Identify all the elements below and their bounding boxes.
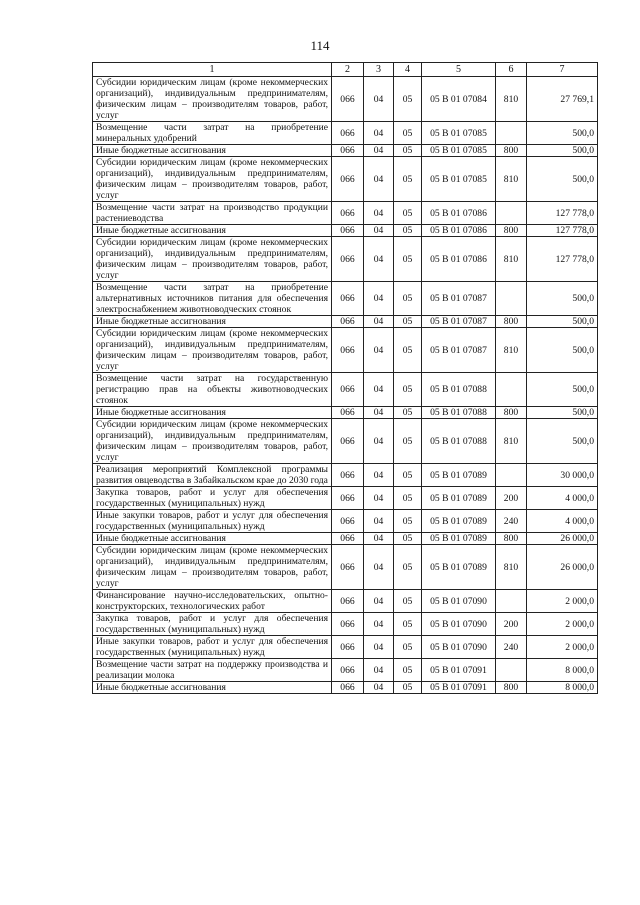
row-subsection-code: 05 bbox=[394, 202, 422, 225]
row-name: Иные бюджетные ассигнования bbox=[93, 533, 332, 545]
row-name: Иные бюджетные ассигнования bbox=[93, 407, 332, 419]
row-section-code: 04 bbox=[364, 636, 394, 659]
row-name: Возмещение части затрат на производство продукции растениеводства bbox=[93, 202, 332, 225]
row-ministry-code: 066 bbox=[332, 77, 364, 122]
row-section-code: 04 bbox=[364, 590, 394, 613]
row-ministry-code: 066 bbox=[332, 122, 364, 145]
row-target-code: 05 В 01 07085 bbox=[422, 145, 496, 157]
row-target-code: 05 В 01 07084 bbox=[422, 77, 496, 122]
row-ministry-code: 066 bbox=[332, 225, 364, 237]
row-section-code: 04 bbox=[364, 419, 394, 464]
table-row bbox=[93, 590, 598, 613]
row-section-code: 04 bbox=[364, 373, 394, 407]
page-number: 114 bbox=[310, 38, 330, 53]
row-ministry-code: 066 bbox=[332, 157, 364, 202]
row-section-code: 04 bbox=[364, 487, 394, 510]
row-expense-type bbox=[496, 122, 527, 145]
row-target-code: 05 В 01 07089 bbox=[422, 510, 496, 533]
row-target-code: 05 В 01 07090 bbox=[422, 636, 496, 659]
row-subsection-code: 05 bbox=[394, 373, 422, 407]
row-ministry-code: 066 bbox=[332, 545, 364, 590]
row-subsection-code: 05 bbox=[394, 419, 422, 464]
table-row bbox=[93, 145, 598, 157]
row-section-code: 04 bbox=[364, 157, 394, 202]
row-subsection-code: 05 bbox=[394, 636, 422, 659]
row-expense-type: 800 bbox=[496, 682, 527, 694]
row-subsection-code: 05 bbox=[394, 77, 422, 122]
row-subsection-code: 05 bbox=[394, 407, 422, 419]
row-name: Иные бюджетные ассигнования bbox=[93, 145, 332, 157]
table-row bbox=[93, 77, 598, 122]
row-ministry-code: 066 bbox=[332, 682, 364, 694]
header-col-4: 4 bbox=[394, 63, 422, 77]
budget-table bbox=[92, 62, 598, 694]
row-target-code: 05 В 01 07089 bbox=[422, 533, 496, 545]
row-section-code: 04 bbox=[364, 122, 394, 145]
row-amount: 8 000,0 bbox=[527, 682, 598, 694]
row-target-code: 05 В 01 07085 bbox=[422, 157, 496, 202]
row-name: Возмещение части затрат на приобретение минеральных удобрений bbox=[93, 122, 332, 145]
row-name: Закупка товаров, работ и услуг для обеспечения государственных (муниципальных) нужд bbox=[93, 487, 332, 510]
table-row bbox=[93, 316, 598, 328]
row-target-code: 05 В 01 07085 bbox=[422, 122, 496, 145]
row-expense-type: 240 bbox=[496, 510, 527, 533]
header-col-7: 7 bbox=[527, 63, 598, 77]
header-col-3: 3 bbox=[364, 63, 394, 77]
row-subsection-code: 05 bbox=[394, 682, 422, 694]
header-col-1: 1 bbox=[93, 63, 332, 77]
row-target-code: 05 В 01 07089 bbox=[422, 464, 496, 487]
row-subsection-code: 05 bbox=[394, 282, 422, 316]
row-amount: 30 000,0 bbox=[527, 464, 598, 487]
row-expense-type bbox=[496, 373, 527, 407]
row-expense-type: 810 bbox=[496, 157, 527, 202]
row-ministry-code: 066 bbox=[332, 419, 364, 464]
row-expense-type: 810 bbox=[496, 328, 527, 373]
row-name: Субсидии юридическим лицам (кроме некоммерческих организаций), индивидуальным предпринимателям, физическим лицам – производителям товаров, работ, услуг bbox=[93, 157, 332, 202]
row-target-code: 05 В 01 07091 bbox=[422, 659, 496, 682]
row-subsection-code: 05 bbox=[394, 613, 422, 636]
row-target-code: 05 В 01 07088 bbox=[422, 407, 496, 419]
row-amount: 500,0 bbox=[527, 328, 598, 373]
row-amount: 500,0 bbox=[527, 157, 598, 202]
table-row bbox=[93, 122, 598, 145]
table-header bbox=[93, 63, 598, 77]
row-expense-type: 200 bbox=[496, 487, 527, 510]
row-section-code: 04 bbox=[364, 545, 394, 590]
row-subsection-code: 05 bbox=[394, 590, 422, 613]
row-amount: 4 000,0 bbox=[527, 510, 598, 533]
row-ministry-code: 066 bbox=[332, 282, 364, 316]
row-subsection-code: 05 bbox=[394, 316, 422, 328]
row-name: Субсидии юридическим лицам (кроме некоммерческих организаций), индивидуальным предпринимателям, физическим лицам – производителям товаров, работ, услуг bbox=[93, 419, 332, 464]
row-target-code: 05 В 01 07086 bbox=[422, 202, 496, 225]
row-amount: 26 000,0 bbox=[527, 545, 598, 590]
row-expense-type: 810 bbox=[496, 419, 527, 464]
row-amount: 2 000,0 bbox=[527, 613, 598, 636]
table-row bbox=[93, 545, 598, 590]
table-row bbox=[93, 419, 598, 464]
row-amount: 27 769,1 bbox=[527, 77, 598, 122]
row-ministry-code: 066 bbox=[332, 590, 364, 613]
row-section-code: 04 bbox=[364, 145, 394, 157]
table-row bbox=[93, 328, 598, 373]
row-target-code: 05 В 01 07090 bbox=[422, 590, 496, 613]
row-ministry-code: 066 bbox=[332, 237, 364, 282]
row-name: Субсидии юридическим лицам (кроме некоммерческих организаций), индивидуальным предпринимателям, физическим лицам – производителям товаров, работ, услуг bbox=[93, 328, 332, 373]
row-section-code: 04 bbox=[364, 77, 394, 122]
row-expense-type: 810 bbox=[496, 545, 527, 590]
table-row bbox=[93, 659, 598, 682]
row-subsection-code: 05 bbox=[394, 545, 422, 590]
row-ministry-code: 066 bbox=[332, 328, 364, 373]
row-subsection-code: 05 bbox=[394, 487, 422, 510]
table-row bbox=[93, 157, 598, 202]
row-amount: 127 778,0 bbox=[527, 202, 598, 225]
row-amount: 2 000,0 bbox=[527, 590, 598, 613]
row-target-code: 05 В 01 07086 bbox=[422, 225, 496, 237]
row-ministry-code: 066 bbox=[332, 533, 364, 545]
row-amount: 2 000,0 bbox=[527, 636, 598, 659]
row-amount: 500,0 bbox=[527, 407, 598, 419]
row-ministry-code: 066 bbox=[332, 487, 364, 510]
header-row bbox=[93, 63, 598, 77]
table-row bbox=[93, 636, 598, 659]
header-col-6: 6 bbox=[496, 63, 527, 77]
row-subsection-code: 05 bbox=[394, 510, 422, 533]
row-target-code: 05 В 01 07089 bbox=[422, 487, 496, 510]
row-subsection-code: 05 bbox=[394, 122, 422, 145]
row-target-code: 05 В 01 07090 bbox=[422, 613, 496, 636]
row-name: Иные закупки товаров, работ и услуг для обеспечения государственных (муниципальных) нужд bbox=[93, 636, 332, 659]
row-ministry-code: 066 bbox=[332, 407, 364, 419]
row-name: Возмещение части затрат на государственную регистрацию прав на объекты животноводческих стоянок bbox=[93, 373, 332, 407]
row-expense-type: 810 bbox=[496, 237, 527, 282]
row-amount: 8 000,0 bbox=[527, 659, 598, 682]
row-name: Возмещение части затрат на приобретение альтернативных источников питания для обеспечения электроснабжением животноводческих стоянок bbox=[93, 282, 332, 316]
row-subsection-code: 05 bbox=[394, 659, 422, 682]
row-section-code: 04 bbox=[364, 659, 394, 682]
row-amount: 500,0 bbox=[527, 316, 598, 328]
table-row bbox=[93, 682, 598, 694]
table-row bbox=[93, 487, 598, 510]
row-amount: 500,0 bbox=[527, 122, 598, 145]
row-ministry-code: 066 bbox=[332, 202, 364, 225]
table-row bbox=[93, 202, 598, 225]
row-section-code: 04 bbox=[364, 510, 394, 533]
table-row bbox=[93, 510, 598, 533]
row-ministry-code: 066 bbox=[332, 510, 364, 533]
row-name: Возмещение части затрат на поддержку производства и реализации молока bbox=[93, 659, 332, 682]
header-col-5: 5 bbox=[422, 63, 496, 77]
row-ministry-code: 066 bbox=[332, 636, 364, 659]
row-expense-type: 800 bbox=[496, 225, 527, 237]
row-ministry-code: 066 bbox=[332, 316, 364, 328]
row-subsection-code: 05 bbox=[394, 533, 422, 545]
row-expense-type bbox=[496, 464, 527, 487]
row-subsection-code: 05 bbox=[394, 225, 422, 237]
row-name: Субсидии юридическим лицам (кроме некоммерческих организаций), индивидуальным предпринимателям, физическим лицам – производителям товаров, работ, услуг bbox=[93, 77, 332, 122]
row-name: Иные бюджетные ассигнования bbox=[93, 316, 332, 328]
row-target-code: 05 В 01 07088 bbox=[422, 419, 496, 464]
row-amount: 500,0 bbox=[527, 419, 598, 464]
row-expense-type: 800 bbox=[496, 533, 527, 545]
row-name: Субсидии юридическим лицам (кроме некоммерческих организаций), индивидуальным предпринимателям, физическим лицам – производителям товаров, работ, услуг bbox=[93, 545, 332, 590]
row-subsection-code: 05 bbox=[394, 328, 422, 373]
row-ministry-code: 066 bbox=[332, 145, 364, 157]
row-ministry-code: 066 bbox=[332, 613, 364, 636]
row-section-code: 04 bbox=[364, 202, 394, 225]
row-section-code: 04 bbox=[364, 225, 394, 237]
row-subsection-code: 05 bbox=[394, 145, 422, 157]
table-body bbox=[93, 77, 598, 694]
row-section-code: 04 bbox=[364, 237, 394, 282]
row-target-code: 05 В 01 07087 bbox=[422, 316, 496, 328]
row-name: Иные бюджетные ассигнования bbox=[93, 225, 332, 237]
row-expense-type: 800 bbox=[496, 145, 527, 157]
row-expense-type bbox=[496, 282, 527, 316]
row-ministry-code: 066 bbox=[332, 464, 364, 487]
table-row bbox=[93, 613, 598, 636]
row-amount: 127 778,0 bbox=[527, 237, 598, 282]
row-section-code: 04 bbox=[364, 464, 394, 487]
row-expense-type: 800 bbox=[496, 407, 527, 419]
row-amount: 500,0 bbox=[527, 373, 598, 407]
row-expense-type bbox=[496, 590, 527, 613]
table-row bbox=[93, 237, 598, 282]
table-row bbox=[93, 373, 598, 407]
row-target-code: 05 В 01 07089 bbox=[422, 545, 496, 590]
row-section-code: 04 bbox=[364, 328, 394, 373]
row-target-code: 05 В 01 07091 bbox=[422, 682, 496, 694]
table-row bbox=[93, 407, 598, 419]
row-section-code: 04 bbox=[364, 282, 394, 316]
row-name: Финансирование научно-исследовательских, опытно-конструкторских, технологических работ bbox=[93, 590, 332, 613]
row-amount: 127 778,0 bbox=[527, 225, 598, 237]
row-amount: 500,0 bbox=[527, 282, 598, 316]
row-target-code: 05 В 01 07087 bbox=[422, 282, 496, 316]
row-expense-type: 240 bbox=[496, 636, 527, 659]
row-expense-type: 810 bbox=[496, 77, 527, 122]
row-amount: 500,0 bbox=[527, 145, 598, 157]
row-target-code: 05 В 01 07088 bbox=[422, 373, 496, 407]
row-section-code: 04 bbox=[364, 682, 394, 694]
row-section-code: 04 bbox=[364, 613, 394, 636]
row-name: Реализация мероприятий Комплексной программы развития овцеводства в Забайкальском крае до 2030 года bbox=[93, 464, 332, 487]
row-ministry-code: 066 bbox=[332, 659, 364, 682]
table-row bbox=[93, 282, 598, 316]
row-name: Субсидии юридическим лицам (кроме некоммерческих организаций), индивидуальным предпринимателям, физическим лицам – производителям товаров, работ, услуг bbox=[93, 237, 332, 282]
row-section-code: 04 bbox=[364, 316, 394, 328]
row-expense-type bbox=[496, 202, 527, 225]
table-row bbox=[93, 533, 598, 545]
row-subsection-code: 05 bbox=[394, 237, 422, 282]
row-expense-type bbox=[496, 659, 527, 682]
row-name: Иные закупки товаров, работ и услуг для обеспечения государственных (муниципальных) нужд bbox=[93, 510, 332, 533]
row-expense-type: 800 bbox=[496, 316, 527, 328]
row-name: Закупка товаров, работ и услуг для обеспечения государственных (муниципальных) нужд bbox=[93, 613, 332, 636]
row-section-code: 04 bbox=[364, 407, 394, 419]
row-name: Иные бюджетные ассигнования bbox=[93, 682, 332, 694]
row-expense-type: 200 bbox=[496, 613, 527, 636]
row-target-code: 05 В 01 07086 bbox=[422, 237, 496, 282]
row-amount: 4 000,0 bbox=[527, 487, 598, 510]
row-target-code: 05 В 01 07087 bbox=[422, 328, 496, 373]
row-section-code: 04 bbox=[364, 533, 394, 545]
table-row bbox=[93, 464, 598, 487]
row-subsection-code: 05 bbox=[394, 157, 422, 202]
row-subsection-code: 05 bbox=[394, 464, 422, 487]
header-col-2: 2 bbox=[332, 63, 364, 77]
row-ministry-code: 066 bbox=[332, 373, 364, 407]
table-row bbox=[93, 225, 598, 237]
row-amount: 26 000,0 bbox=[527, 533, 598, 545]
